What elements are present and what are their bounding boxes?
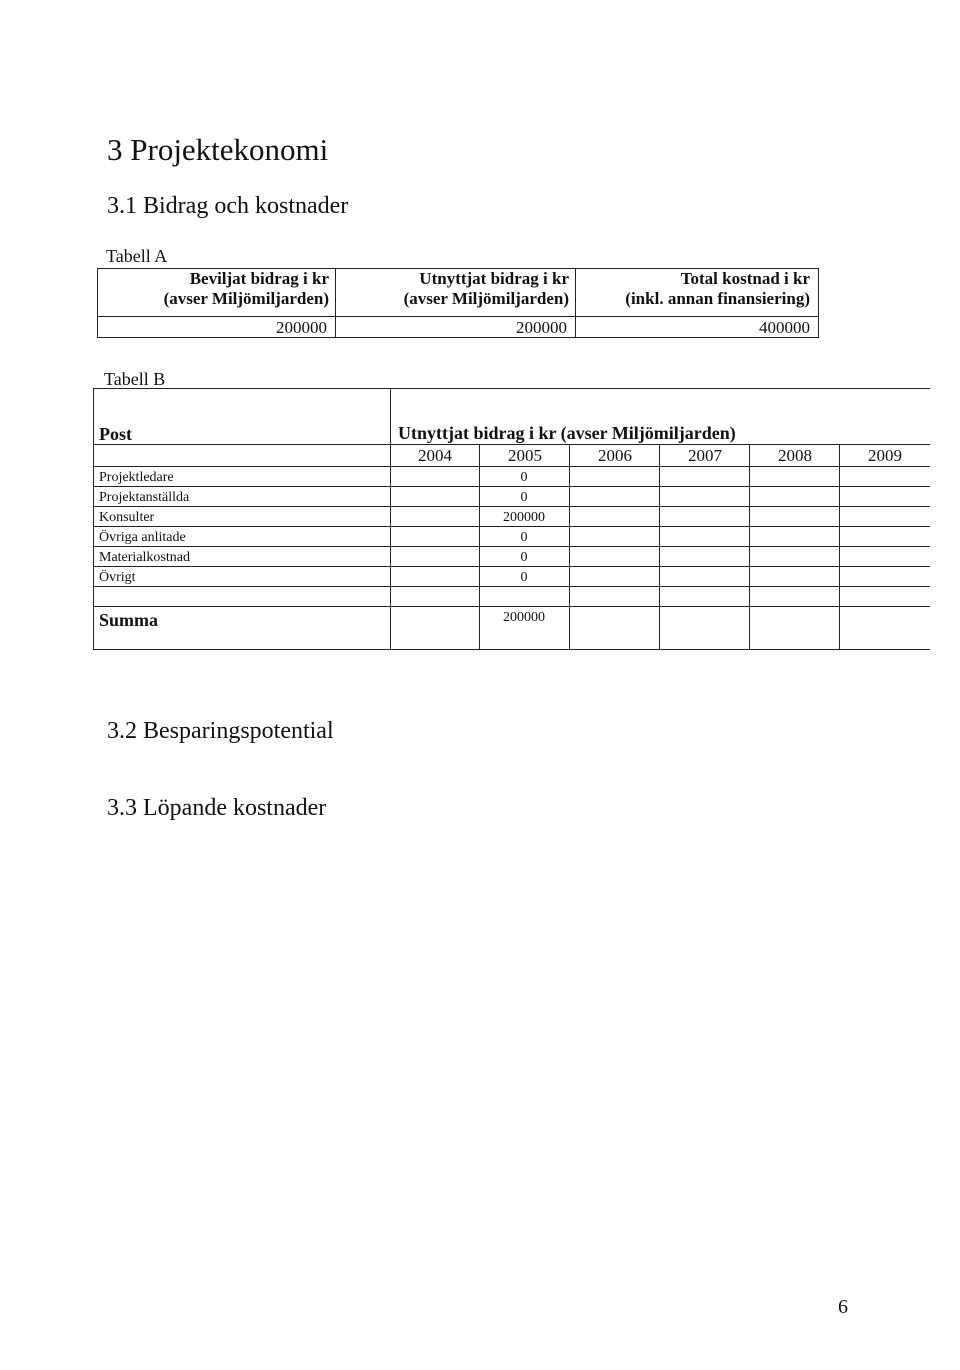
table-b-year-2006: 2006 (598, 446, 632, 465)
subheading-lopande-kostnader: 3.3 Löpande kostnader (107, 795, 327, 821)
table-b (93, 388, 930, 650)
table-b-year-2004: 2004 (418, 446, 452, 465)
table-b-header-line (93, 444, 930, 445)
table-b-col-divider-3 (659, 444, 660, 650)
table-b-col-divider-4 (749, 444, 750, 650)
table-a-col1-title: Beviljat bidrag i kr (189, 269, 329, 288)
table-b-row-label: Övrigt (99, 570, 136, 585)
table-b-left-border (93, 388, 94, 650)
table-b-value-2005: 200000 (503, 510, 545, 525)
table-a-val-beviljat: 200000 (276, 318, 327, 337)
table-b-row-label: Övriga anlitade (99, 530, 186, 545)
table-b-row-line-3 (93, 526, 930, 527)
table-b-summa-line (93, 606, 930, 607)
table-b-year-2009: 2009 (868, 446, 902, 465)
table-b-value-2005: 0 (520, 570, 528, 585)
table-a (97, 268, 819, 338)
table-b-top-border (93, 388, 930, 389)
table-b-row-line-6 (93, 586, 930, 587)
table-b-col-divider-2 (569, 444, 570, 650)
table-b-summa-2005: 200000 (503, 610, 545, 625)
table-b-value-2005: 0 (520, 470, 528, 485)
table-a-label: Tabell A (106, 246, 168, 266)
table-a-val-utnyttjat: 200000 (516, 318, 567, 337)
table-b-row-label: Projektanställda (99, 490, 190, 505)
table-a-col2-title: Utnyttjat bidrag i kr (419, 269, 569, 288)
table-b-row-line-2 (93, 506, 930, 507)
table-b-year-2005: 2005 (508, 446, 542, 465)
table-b-row-label: Projektledare (99, 470, 174, 485)
table-b-summa-label: Summa (99, 610, 159, 630)
table-b-row-line-5 (93, 566, 930, 567)
table-b-value-2005: 0 (520, 550, 528, 565)
table-a-col3-subtitle: (inkl. annan finansiering) (625, 289, 810, 308)
subheading-besparingspotential: 3.2 Besparingspotential (107, 718, 334, 744)
subheading-bidrag-kostnader: 3.1 Bidrag och kostnader (107, 193, 349, 219)
table-b-col-divider-5 (839, 444, 840, 650)
table-b-year-line (93, 466, 930, 467)
table-a-col-beviljat (98, 269, 336, 337)
table-b-year-2008: 2008 (778, 446, 812, 465)
table-b-label: Tabell B (104, 369, 166, 389)
table-b-row-label: Materialkostnad (99, 550, 190, 565)
page-number: 6 (838, 1296, 848, 1318)
table-b-post-header: Post (99, 424, 132, 444)
table-a-val-total: 400000 (759, 318, 810, 337)
table-b-row-label: Konsulter (99, 510, 155, 525)
table-a-col2-subtitle: (avser Miljömiljarden) (403, 289, 569, 308)
table-b-bottom-border (93, 649, 930, 650)
table-a-divider (98, 316, 818, 317)
table-a-col3-title: Total kostnad i kr (680, 269, 810, 288)
table-a-col1-subtitle: (avser Miljömiljarden) (163, 289, 329, 308)
table-b-row-line-1 (93, 486, 930, 487)
table-a-col-utnyttjat (336, 269, 576, 337)
section-heading-projektekonomi: 3 Projektekonomi (107, 132, 329, 167)
table-b-group-header: Utnyttjat bidrag i kr (avser Miljömiljarden) (398, 423, 736, 443)
table-b-row-line-4 (93, 546, 930, 547)
table-b-year-2007: 2007 (688, 446, 722, 465)
table-b-post-divider (390, 388, 391, 650)
table-b-value-2005: 0 (520, 530, 528, 545)
table-a-col-total (576, 269, 818, 337)
table-b-value-2005: 0 (520, 490, 528, 505)
